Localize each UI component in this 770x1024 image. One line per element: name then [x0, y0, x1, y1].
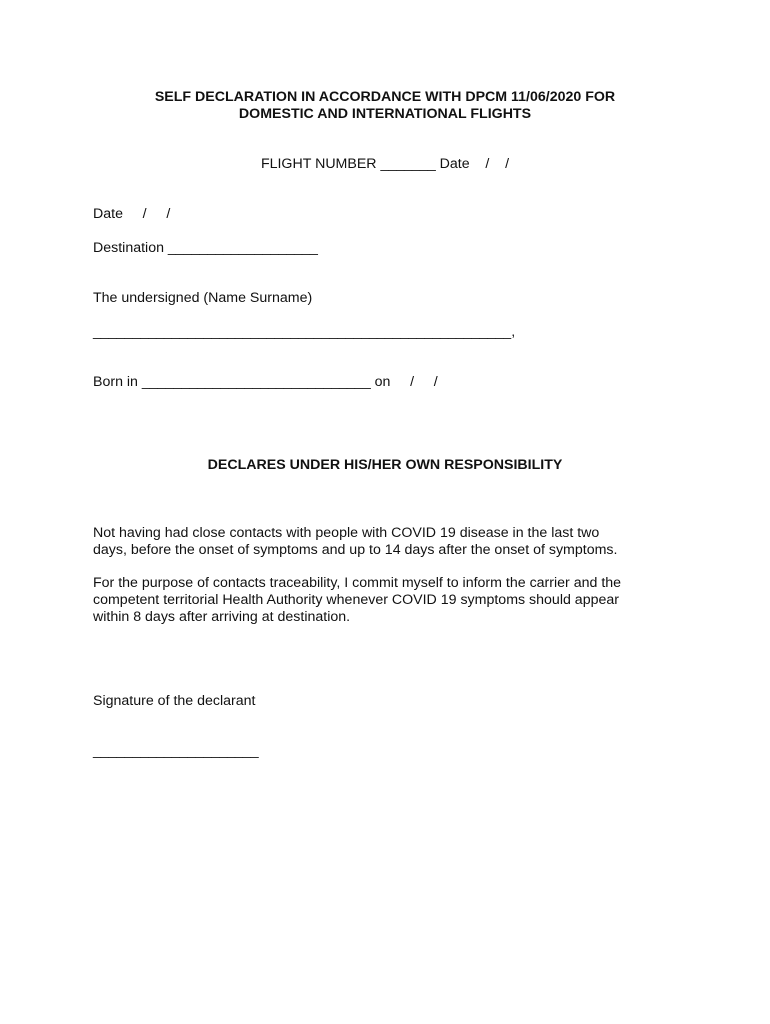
- name-surname-blank: _____________________________________________________,: [93, 324, 516, 340]
- undersigned-label: The undersigned (Name Surname): [93, 290, 313, 306]
- flight-number-field: FLIGHT NUMBER _______ Date / /: [260, 156, 510, 172]
- paragraph-traceability-line-2: competent territorial Health Authority whenever COVID 19 symptoms should appear: [93, 592, 619, 608]
- birthplace-date-field: Born in _____________________________ on / /: [93, 374, 438, 390]
- destination-field: Destination ___________________: [93, 240, 318, 256]
- paragraph-traceability-line-3: within 8 days after arriving at destination.: [93, 609, 351, 625]
- paragraph-traceability-line-1: For the purpose of contacts traceability, I commit myself to inform the carrier and the: [93, 575, 622, 591]
- date-field: Date / /: [93, 206, 171, 222]
- signature-blank-line: _____________________: [93, 743, 259, 759]
- document-title-line-1: SELF DECLARATION IN ACCORDANCE WITH DPCM 11/06/2020 FOR: [154, 89, 616, 105]
- paragraph-contacts-line-1: Not having had close contacts with people with COVID 19 disease in the last two: [93, 525, 600, 541]
- document-title-line-2: DOMESTIC AND INTERNATIONAL FLIGHTS: [238, 106, 532, 122]
- paragraph-contacts-line-2: days, before the onset of symptoms and up to 14 days after the onset of symptoms.: [93, 542, 618, 558]
- signature-label: Signature of the declarant: [93, 693, 256, 709]
- declaration-heading: DECLARES UNDER HIS/HER OWN RESPONSIBILITY: [207, 457, 563, 473]
